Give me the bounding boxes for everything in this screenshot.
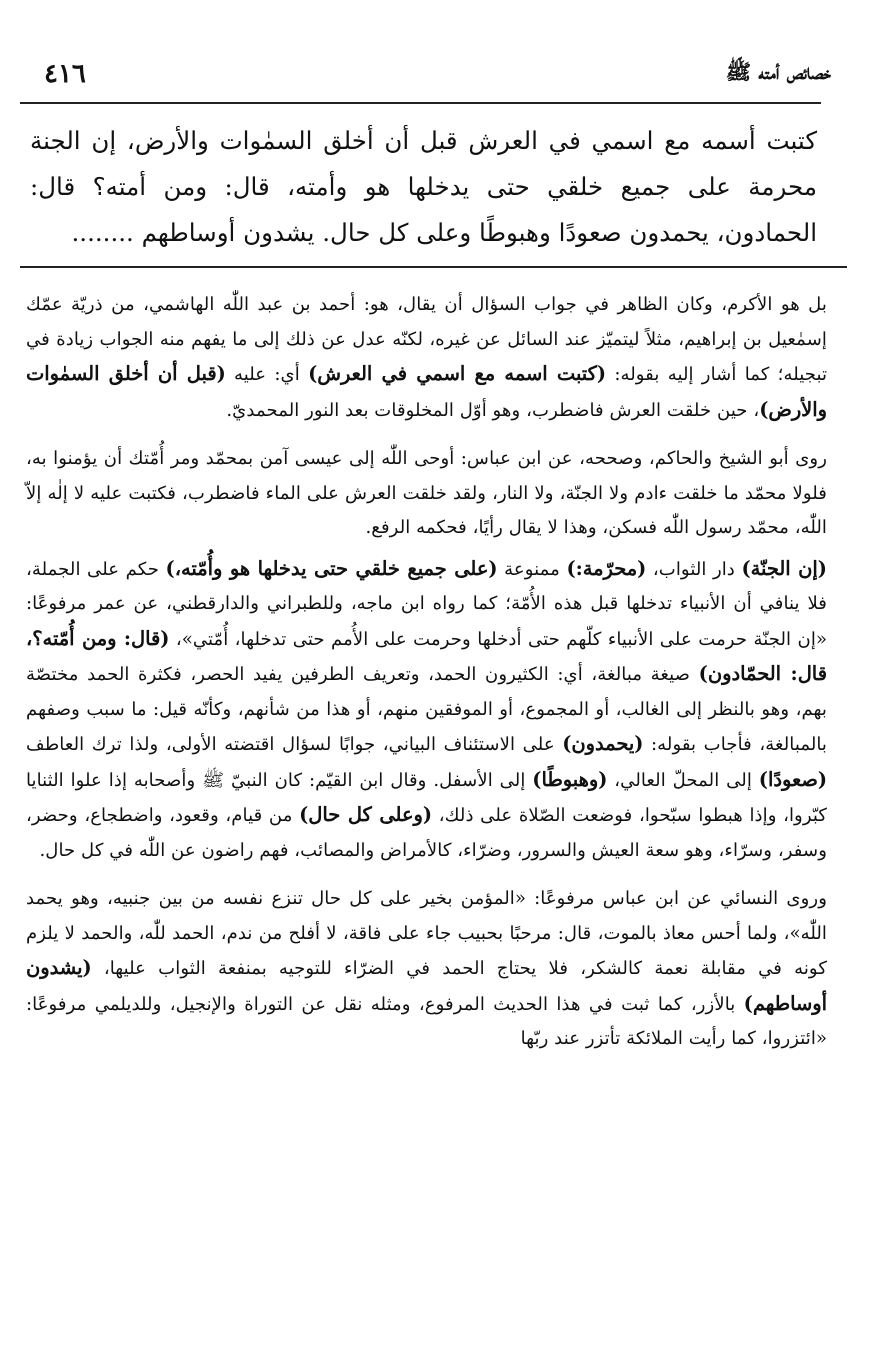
page-header xyxy=(44,52,831,96)
text-run: إلى المحلّ العالي، xyxy=(607,769,759,791)
commentary xyxy=(26,288,827,1071)
text-run: ، حين خلقت العرش فاضطرب، وهو أوّل المخلوقات بعد النور المحمديّ. xyxy=(226,399,760,421)
text-run: وروى النسائي عن ابن عباس مرفوعًا: «المؤمن بخير على كل حال تنزع نفسه من بين جنبيه، وهو يحمد اللّٰه»، ولما أحس معاذ بالموت، قال: مرحبًا بحبيب جاء على فاقة، لا أفلح من ندم، الحمد للّٰه، والحمد لا يلزم كونه في مقابلة نعمة كالشكر، فلا يحتاج الحمد في الضرّاء للتوجيه بمنفعة الثواب عليها، xyxy=(26,888,827,979)
quoted-phrase: (يشدون أوساطهم) xyxy=(26,956,827,1015)
commentary-paragraph-2: روى أبو الشيخ والحاكم، وصححه، عن ابن عباس: أوحى اللّٰه إلى عيسى آمن بمحمّد ومر أُمّتك أن يؤمنوا به، فلولا محمّد ما خلقت ءادم ولا الجنّة، ولا النار، ولقد خلقت العرش على الماء فاضطرب، فكتبت عليه لا إلٰه إلاّ اللّٰه، محمّد رسول اللّٰه فسكن، وهذا لا يقال رأيًا، فحكمه الرفع. xyxy=(26,448,827,538)
text-run: ممنوعة xyxy=(497,558,567,580)
text-run: حكم على الجملة، فلا ينافي أن الأنبياء تدخلها قبل هذه الأُمّة؛ كما رواه ابن ماجه، وللطبراني والدارقطني، عن عمر مرفوعًا: «إن الجنّة حرمت على الأنبياء كلّهم حتى أدخلها وحرمت على الأُمم حتى تدخلها، أُمّتي»، xyxy=(26,558,827,650)
text-run: من قيام، وقعود، واضطجاع، وحضر، وسفر، وسرّاء، وهو سعة العيش والسرور، وضرّاء، كالأمراض والمصائب، فهم راضون عن اللّٰه في كل حال. xyxy=(26,805,827,861)
quoted-phrase: (قبل أن أخلق السمٰوات والأرض) xyxy=(26,362,827,421)
quoted-phrase: (كتبت اسمه مع اسمي في العرش) xyxy=(308,362,607,385)
main-text-paragraph: كتبت أسمه مع اسمي في العرش قبل أن أخلق السمٰوات والأرض، إن الجنة محرمة على جميع خلقي حتى يدخلها هو وأمته، قال: ومن أمته؟ قال: الحمادون، يحمدون صعودًا وهبوطًا وعلى كل حال. يشدون أوساطهم ........ xyxy=(30,126,817,247)
quoted-phrase: (يحمدون) xyxy=(562,732,644,755)
text-run: دار الثواب، xyxy=(646,558,742,580)
commentary-paragraph-4 xyxy=(26,882,827,1057)
text-run: بالأزر، كما ثبت في هذا الحديث المرفوع، ومثله نقل عن التوراة والإنجيل، وللديلمي مرفوعًا: «ائتزروا، كما رأيت الملائكة تأتزر عند ربّها xyxy=(26,993,827,1049)
header-rule xyxy=(20,102,821,104)
separator-rule xyxy=(20,266,847,268)
text-run: صيغة مبالغة، أي: الكثيرون الحمد، وتعريف الطرفين يفيد الحصر، فكثرة الحمد مختصّة بهم، وهو بالنظر إلى الغالب، أو المجموع، أو الموفقين منهم، أو هذا من شأنهم، وكأنّه قيل: ما سبب وصفهم بالمبالغة، فأجاب بقوله: xyxy=(26,664,827,755)
text-run: إلى الأسفل. وقال ابن القيّم: كان النبيّ ﷺ وأصحابه إذا علوا الثنايا كبّروا، وإذا هبطوا سبّحوا، فوضعت الصّلاة على ذلك، xyxy=(26,769,827,826)
quoted-phrase: (وهبوطًا) xyxy=(532,767,608,791)
text-run: بل هو الأكرم، وكان الظاهر في جواب السؤال أن يقال، هو: أحمد بن عبد اللّٰه الهاشمي، من ذريّة عمّك إسمٰعيل بن إبراهيم، مثلاً ليتميّز عند السائل عن غيره، لكنّه عدل عن ذلك إلى ما يفهم منه الجواب زيادة في تبجيله؛ كما أشار إليه بقوله: xyxy=(26,294,828,385)
commentary-paragraph-3 xyxy=(26,552,827,869)
running-title: خصائص أمته ﷺ xyxy=(725,58,831,84)
quoted-phrase: (وعلى كل حال) xyxy=(299,803,433,826)
quoted-phrase: (قال: ومن أُمّته؟، قال: الحمّادون) xyxy=(26,626,827,685)
text-run: على الاستئناف البياني، جوابًا لسؤال اقتضته الأولى، ولذا ترك العاطف xyxy=(26,734,563,755)
quoted-phrase: (محرّمة:) xyxy=(566,556,647,580)
quoted-phrase: (صعودًا) xyxy=(758,767,827,791)
text-run: أي: عليه xyxy=(225,364,309,385)
quoted-phrase: (على جميع خلقي حتى يدخلها هو وأُمّته،) xyxy=(165,556,498,580)
main-text xyxy=(30,118,817,256)
page-number: ٤١٦ xyxy=(44,59,86,89)
quoted-phrase: (إن الجنّة) xyxy=(741,556,827,580)
commentary-paragraph-1 xyxy=(26,288,827,428)
